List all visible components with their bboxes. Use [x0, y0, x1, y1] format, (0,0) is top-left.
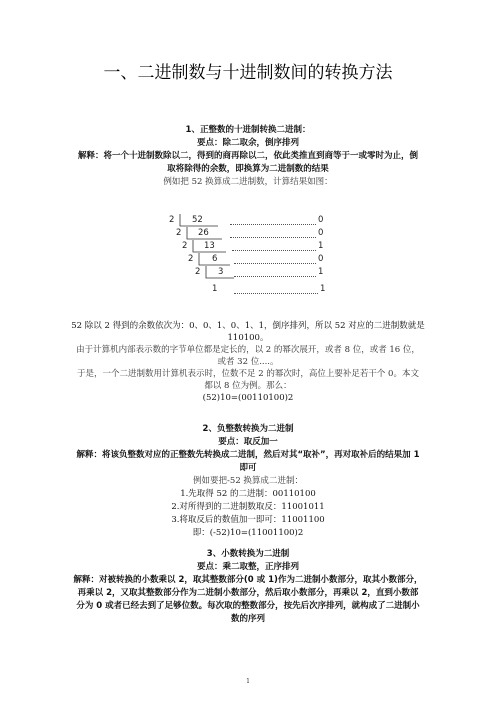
div-divisor: 2 — [169, 215, 175, 225]
sec1-para1-line1: 52 除以 2 得到的余数依次为：0、0、1、0、1、1，倒序排列，所以 52 对应的二进制数就是 — [71, 321, 425, 331]
div-dividend: 26 — [198, 228, 209, 238]
division-diagram — [168, 214, 328, 298]
sec1-heading: 1、正整数的十进制转换二进制： — [185, 125, 311, 135]
div-remainder: 0 — [318, 228, 324, 238]
div-divisor: 2 — [182, 241, 188, 251]
div-dots — [234, 293, 318, 294]
sec3-explain-line1: 解释：对被转换的小数乘以 2，取其整数部分(0 或 1)作为二进制小数部分，取其小数部分， — [73, 575, 423, 585]
div-remainder: 1 — [318, 241, 324, 251]
sec2-explain-line2: 即可 — [239, 463, 257, 473]
sec1-example: 例如把 52 换算成二进制数，计算结果如图： — [163, 177, 333, 187]
div-dots — [232, 250, 316, 251]
div-dividend: 3 — [218, 267, 224, 277]
div-remainder: 0 — [318, 215, 324, 225]
sec2-heading: 2、负整数转换为二进制 — [202, 424, 294, 434]
sec1-para3-line1: 于是，一个二进制数用计算机表示时，位数不足 2 的幂次时，高位上要补足若干个 0。本文 — [77, 369, 419, 379]
sec2-rule: 要点：取反加一 — [218, 437, 278, 447]
div-divisor: 2 — [176, 228, 182, 238]
sec3-heading: 3、小数转换为二进制 — [206, 549, 290, 559]
div-dividend: 6 — [212, 254, 218, 264]
sec1-para3-line2: 都以 8 位为例。那么： — [204, 381, 292, 391]
sec1-rule: 要点：除二取余，倒序排列 — [196, 138, 299, 148]
div-dots — [230, 224, 316, 225]
sec2-step1: 1.先取得 52 的二进制：00110100 — [180, 489, 316, 499]
sec2-step3: 3.将取反后的数值加一即可：11001100 — [171, 515, 325, 525]
div-dividend: 52 — [192, 215, 203, 225]
div-dividend: 1 — [212, 284, 218, 294]
sec2-explain-line1: 解释：将该负整数对应的正整数先转换成二进制，然后对其“取补”，再对取补后的结果加 1 — [76, 450, 420, 460]
sec3-explain-line4: 数的序列 — [230, 614, 265, 624]
sec1-para1-line2: 110100。 — [227, 333, 269, 343]
sec3-explain-line3: 分为 0 或者已经去到了足够位数。每次取的整数部分，按先后次序排列，就构成了二进制小 — [76, 601, 420, 611]
sec2-step2: 2.对所得到的二进制数取反：11001011 — [171, 502, 325, 512]
div-dots — [234, 263, 316, 264]
div-divisor: 2 — [195, 267, 201, 277]
sec1-para2-line2: 或者 32 位....。 — [217, 357, 279, 367]
sec2-example: 例如要把-52 换算成二进制： — [193, 476, 303, 486]
div-divisor: 2 — [188, 254, 194, 264]
div-remainder: 0 — [318, 254, 324, 264]
div-dots — [230, 237, 316, 238]
sec1-result: (52)10=(00110100)2 — [202, 393, 294, 403]
div-remainder: 1 — [320, 284, 326, 294]
sec3-rule: 要点：乘二取整，正序排列 — [196, 562, 299, 572]
page-number: 1 — [246, 678, 250, 685]
sec1-para2-line1: 由于计算机内部表示数的字节单位都是定长的，以 2 的幂次展开，或者 8 位，或者 16 位， — [76, 345, 420, 355]
sec2-result: 即：(-52)10=(11001100)2 — [192, 528, 304, 538]
sec1-explain-line1: 解释：将一个十进制数除以二，得到的商再除以二，依此类推直到商等于一或零时为止，倒 — [77, 151, 418, 161]
div-dots — [234, 276, 316, 277]
div-remainder: 1 — [318, 267, 324, 277]
sec3-explain-line2: 再乘以 2，又取其整数部分作为二进制小数部分，然后取小数部分，再乘以 2，直到小数部 — [77, 588, 419, 598]
div-dividend: 13 — [204, 241, 215, 251]
sec1-explain-line2: 取将除得的余数，即换算为二进制数的结果 — [167, 164, 329, 174]
page-title: 一、二进制数与十进制数间的转换方法 — [103, 63, 393, 83]
